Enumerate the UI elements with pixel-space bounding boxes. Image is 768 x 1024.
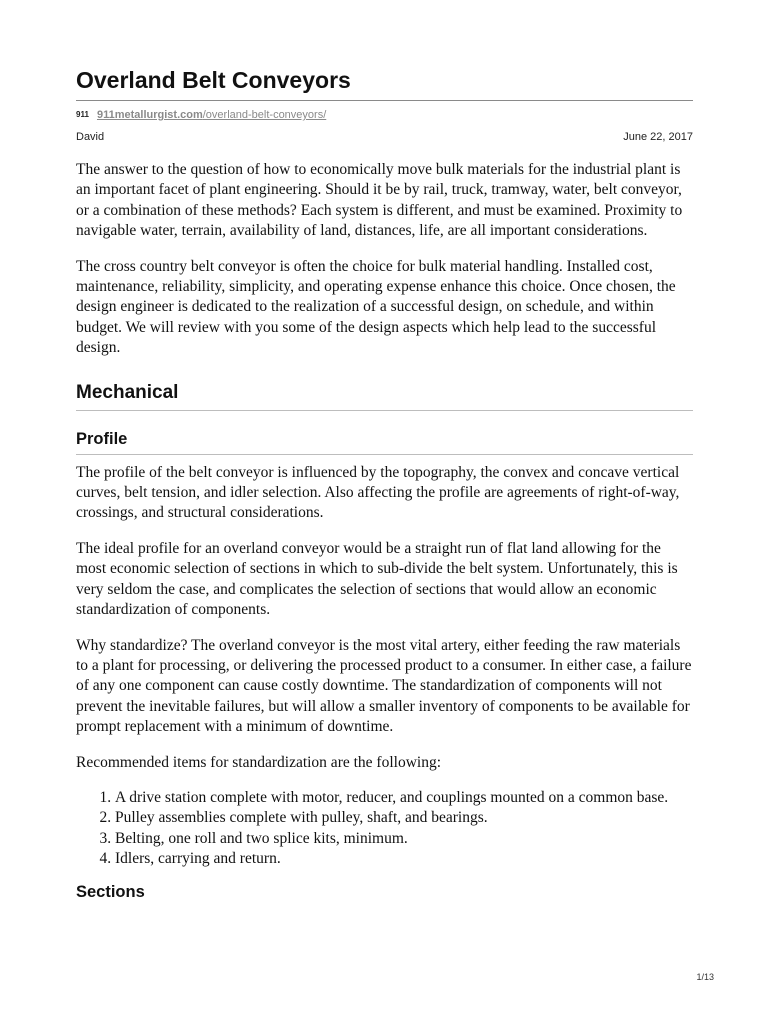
subsection-heading-profile: Profile <box>76 429 693 455</box>
article-body <box>76 160 693 915</box>
publish-date: June 22, 2017 <box>623 131 693 143</box>
list-item: 2. Pulley assemblies complete with pulley, shaft, and bearings. <box>115 808 693 828</box>
intro-paragraph: The answer to the question of how to economically move bulk materials for the industrial plant is an important facet of plant engineering. Should it be by rail, truck, tramway, water, belt conveyor, or a combination of these methods? Each system is different, and must be examined. Proximity to navigable water, terrain, availability of land, distances, life, are all important considerations. <box>76 161 683 240</box>
list-item: 3. Belting, one roll and two splice kits, minimum. <box>115 829 693 849</box>
page-number: 1/13 <box>696 972 714 982</box>
source-line <box>76 108 326 122</box>
author: David <box>76 131 105 143</box>
profile-paragraph: The profile of the belt conveyor is influenced by the topography, the convex and concave vertical curves, belt tension, and idler selection. Also affecting the profile are agreements of right-of-way, crossings, and structural considerations. <box>76 463 680 522</box>
list-item: 4. Idlers, carrying and return. <box>115 849 693 869</box>
profile-paragraph: The ideal profile for an overland conveyor would be a straight run of flat land allowing for the most economic selection of sections in which to sub-divide the belt system. Unfortunately, this is very seldom the case, and complicates the selection of sections that would allow an economic standardization of components. <box>76 539 678 619</box>
standardization-list <box>76 788 693 870</box>
source-path: /overland-belt-conveyors/ <box>202 109 327 121</box>
site-logo: 911 <box>76 110 89 119</box>
source-domain: 911metallurgist.com <box>96 109 203 121</box>
section-heading-mechanical: Mechanical <box>76 382 693 411</box>
title-divider <box>76 100 693 101</box>
profile-paragraph: Why standardize? The overland conveyor is the most vital artery, either feeding the raw materials to a plant for processing, or delivering the processed product to a consumer. In either case, a failure of any one component can cause costly downtime. The standardization of components will not prevent the inevitable failures, but will allow a smaller inventory of components to be available for prompt replacement with a minimum of downtime. <box>76 636 692 736</box>
source-link[interactable] <box>97 109 326 121</box>
subsection-heading-sections: Sections <box>76 882 145 901</box>
page-title: Overland Belt Conveyors <box>76 67 351 93</box>
intro-paragraph: The cross country belt conveyor is often the choice for bulk material handling. Installed cost, maintenance, reliability, simplicity, and operating expense enhance this choice. Once chosen, the design engineer is dedicated to the realization of a successful design, on schedule, and within budget. We will review with you some of the design aspects which help lead to the successful design. <box>76 257 676 357</box>
list-item: 1. A drive station complete with motor, reducer, and couplings mounted on a common base. <box>115 788 693 808</box>
profile-paragraph: Recommended items for standardization are the following: <box>76 753 441 771</box>
